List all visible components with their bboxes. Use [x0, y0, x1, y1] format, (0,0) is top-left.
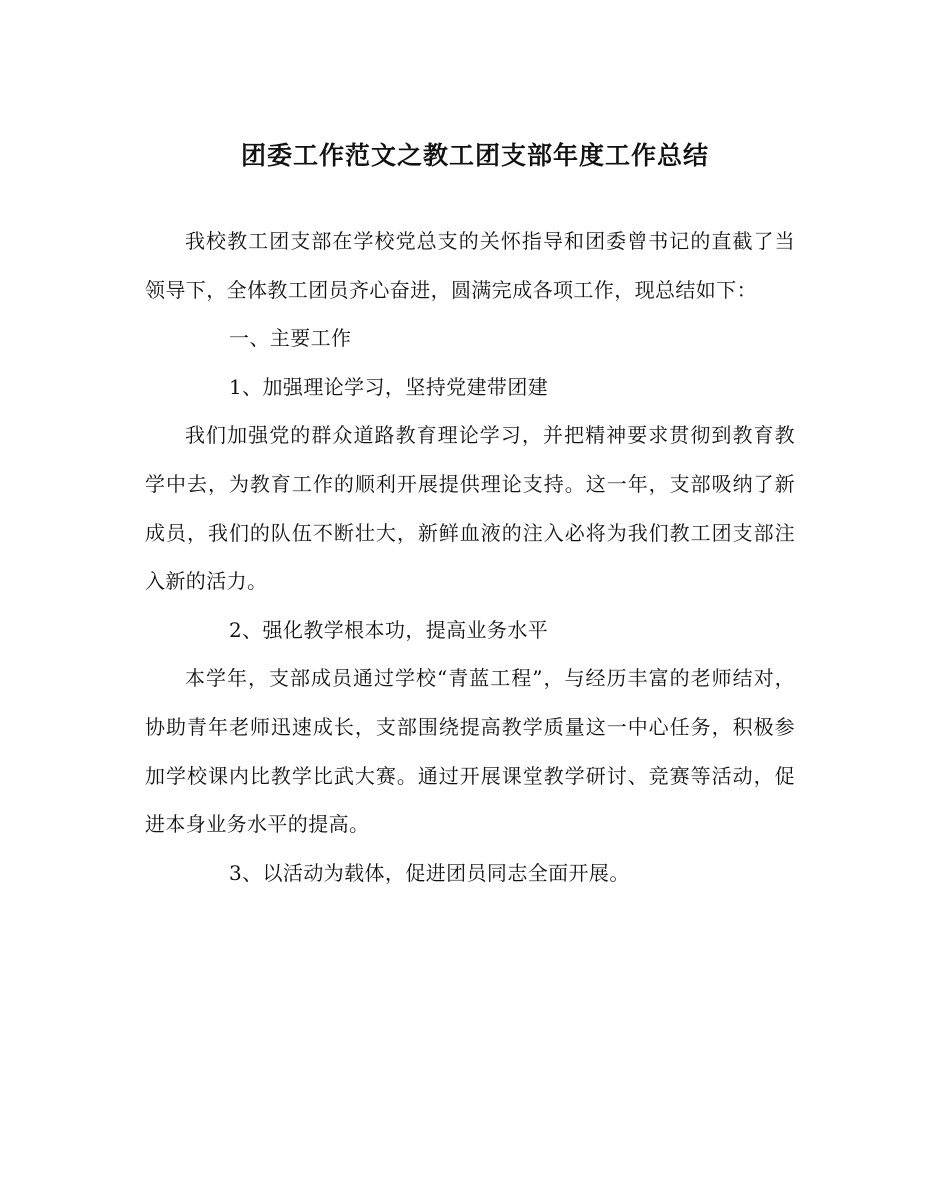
- document-body: [145, 217, 795, 897]
- document-title: 团委工作范文之教工团支部年度工作总结: [240, 141, 709, 170]
- theory-study-paragraph: 我们加强党的群众道路教育理论学习，并把精神要求贯彻到教育教学中去，为教育工作的顺利开展提供理论支持。这一年，支部吸纳了新成员，我们的队伍不断壮大，新鲜血液的注入必将为我们教工团支部注入新的活力。: [145, 423, 795, 594]
- subsection-heading-theory-study: 1、加强理论学习，坚持党建带团建: [229, 374, 549, 399]
- teaching-skills-paragraph: 本学年，支部成员通过学校“青蓝工程”，与经历丰富的老师结对，协助青年老师迅速成长，支部围绕提高教学质量这一中心任务，积极参加学校课内比教学比武大赛。通过开展课堂教学研讨、竞赛等活动，促进本身业务水平的提高。: [145, 666, 795, 837]
- section-heading-main-work: 一、主要工作: [229, 326, 352, 351]
- intro-paragraph: 我校教工团支部在学校党总支的关怀指导和团委曾书记的直截了当领导下，全体教工团员齐心奋进，圆满完成各项工作，现总结如下：: [145, 229, 795, 302]
- subsection-heading-teaching-skills: 2、强化教学根本功，提高业务水平: [229, 617, 549, 642]
- subsection-heading-activities: 3、以活动为载体，促进团员同志全面开展。: [229, 860, 630, 885]
